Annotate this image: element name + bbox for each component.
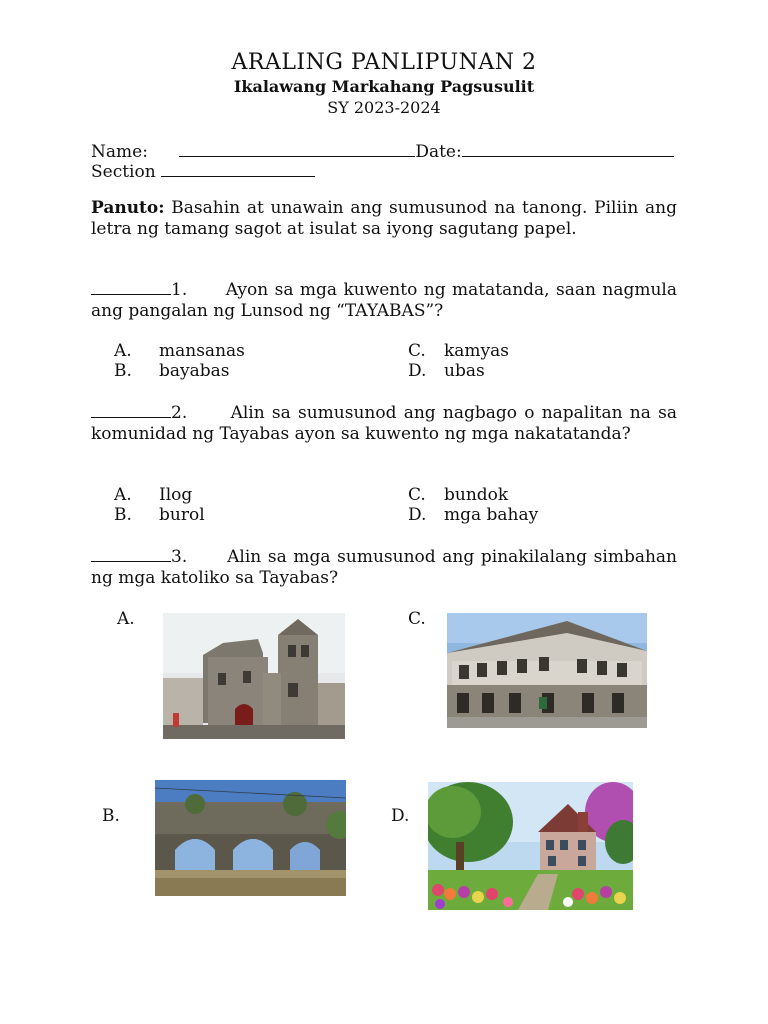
stone-bridge-image [155,780,346,896]
option-letter: A. [114,341,132,361]
page-title: ARALING PANLIPUNAN 2 [231,50,537,75]
option-c: C. [408,609,426,629]
section-row [91,162,315,182]
option-c-text: bundok [444,485,509,505]
option-b: B. [102,806,120,826]
option-a [114,341,132,361]
question-3 [91,547,677,589]
option-b-text: bayabas [159,361,230,381]
instructions-label: Panuto: [91,198,165,218]
answer-blank[interactable] [91,547,171,562]
question-text: Ayon sa mga kuwento ng matatanda, saan nagmula ang pangalan ng Lunsod ng “TAYABAS”? [91,280,677,321]
question-2 [91,403,677,445]
option-letter: D. [408,361,427,381]
name-blank[interactable] [179,142,415,157]
option-b-text: burol [159,505,205,525]
section-blank[interactable] [161,162,315,177]
option-letter: C. [408,341,426,361]
option-b [114,505,132,525]
option-d-text: mga bahay [444,505,539,525]
option-a-text: Ilog [159,485,193,505]
option-letter: A. [114,485,132,505]
option-letter: B. [114,505,132,525]
name-row [91,142,674,162]
option-d-text: ubas [444,361,485,381]
instructions-text: Basahin at unawain ang sumusunod na tanong. Piliin ang letra ng tamang sagot at isulat sa iyong sagutang papel. [91,198,677,239]
option-c [408,485,426,505]
date-blank[interactable] [462,142,674,157]
option-letter: D. [408,505,427,525]
option-b [114,361,132,381]
date-label: Date: [415,142,462,162]
answer-blank[interactable] [91,280,171,295]
question-number: 3. [171,547,188,567]
page-subtitle: Ikalawang Markahang Pagsusulit [233,77,535,96]
option-d: D. [391,806,410,826]
school-year: SY 2023-2024 [327,98,441,117]
church-image [163,613,345,739]
option-d [408,505,426,525]
garden-house-image [428,782,633,910]
question-text: Alin sa mga sumusunod ang pinakilalang simbahan ng mga katoliko sa Tayabas? [91,547,677,588]
stone-house-image [447,613,647,728]
name-label: Name: [91,142,148,162]
question-text: Alin sa sumusunod ang nagbago o napalitan na sa komunidad ng Tayabas ayon sa kuwento ng mga nakatatanda? [91,403,677,444]
option-c [408,341,426,361]
answer-blank[interactable] [91,403,171,418]
option-letter: C. [408,485,426,505]
question-number: 1. [171,280,188,300]
question-1 [91,280,677,322]
question-number: 2. [171,403,188,423]
option-d [408,361,426,381]
option-c-text: kamyas [444,341,510,361]
option-letter: B. [114,361,132,381]
instructions [91,198,677,240]
option-a [114,485,132,505]
option-a-text: mansanas [159,341,245,361]
section-label: Section [91,162,156,182]
option-a: A. [117,609,135,629]
